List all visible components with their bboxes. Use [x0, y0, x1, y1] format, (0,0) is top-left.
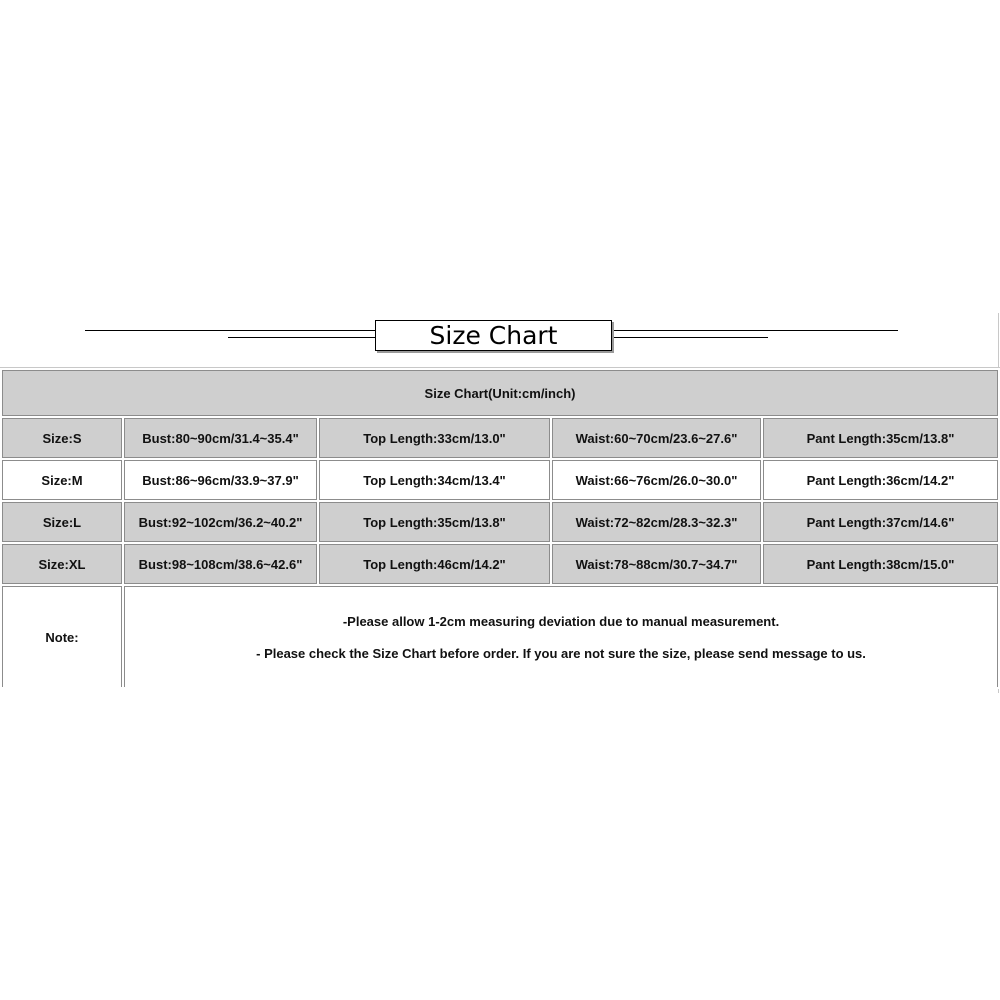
- table-row: [2, 544, 998, 584]
- table-row: [2, 418, 998, 458]
- waist-cell: Waist:78~88cm/30.7~34.7": [552, 544, 761, 584]
- pant-length-cell: Pant Length:35cm/13.8": [763, 418, 998, 458]
- size-cell: Size:S: [2, 418, 122, 458]
- waist-cell: Waist:72~82cm/28.3~32.3": [552, 502, 761, 542]
- waist-cell: Waist:60~70cm/23.6~27.6": [552, 418, 761, 458]
- banner-rule-right-long: [613, 330, 898, 331]
- size-cell: Size:XL: [2, 544, 122, 584]
- pant-length-cell: Pant Length:36cm/14.2": [763, 460, 998, 500]
- banner-title: Size Chart: [375, 320, 612, 351]
- size-cell: Size:M: [2, 460, 122, 500]
- top-length-cell: Top Length:33cm/13.0": [319, 418, 550, 458]
- pant-length-cell: Pant Length:38cm/15.0": [763, 544, 998, 584]
- bust-cell: Bust:80~90cm/31.4~35.4": [124, 418, 317, 458]
- top-length-cell: Top Length:46cm/14.2": [319, 544, 550, 584]
- banner-rule-left-long: [85, 330, 375, 331]
- pant-length-cell: Pant Length:37cm/14.6": [763, 502, 998, 542]
- bust-cell: Bust:98~108cm/38.6~42.6": [124, 544, 317, 584]
- top-length-cell: Top Length:34cm/13.4": [319, 460, 550, 500]
- note-text: [124, 586, 998, 687]
- banner-rule-right-short: [613, 337, 768, 338]
- size-cell: Size:L: [2, 502, 122, 542]
- size-chart-table: [0, 368, 1000, 689]
- top-length-cell: Top Length:35cm/13.8": [319, 502, 550, 542]
- table-header-row: [2, 370, 998, 416]
- title-banner: [0, 0, 1000, 360]
- note-row: [2, 586, 998, 687]
- note-line: - Please check the Size Chart before order. If you are not sure the size, please send message to us.: [256, 645, 866, 661]
- table-caption: Size Chart(Unit:cm/inch): [2, 370, 998, 416]
- bust-cell: Bust:86~96cm/33.9~37.9": [124, 460, 317, 500]
- bust-cell: Bust:92~102cm/36.2~40.2": [124, 502, 317, 542]
- note-label: Note:: [2, 586, 122, 687]
- table-row: [2, 502, 998, 542]
- banner-rule-left-short: [228, 337, 375, 338]
- table-row: [2, 460, 998, 500]
- note-line: -Please allow 1-2cm measuring deviation due to manual measurement.: [342, 613, 780, 629]
- waist-cell: Waist:66~76cm/26.0~30.0": [552, 460, 761, 500]
